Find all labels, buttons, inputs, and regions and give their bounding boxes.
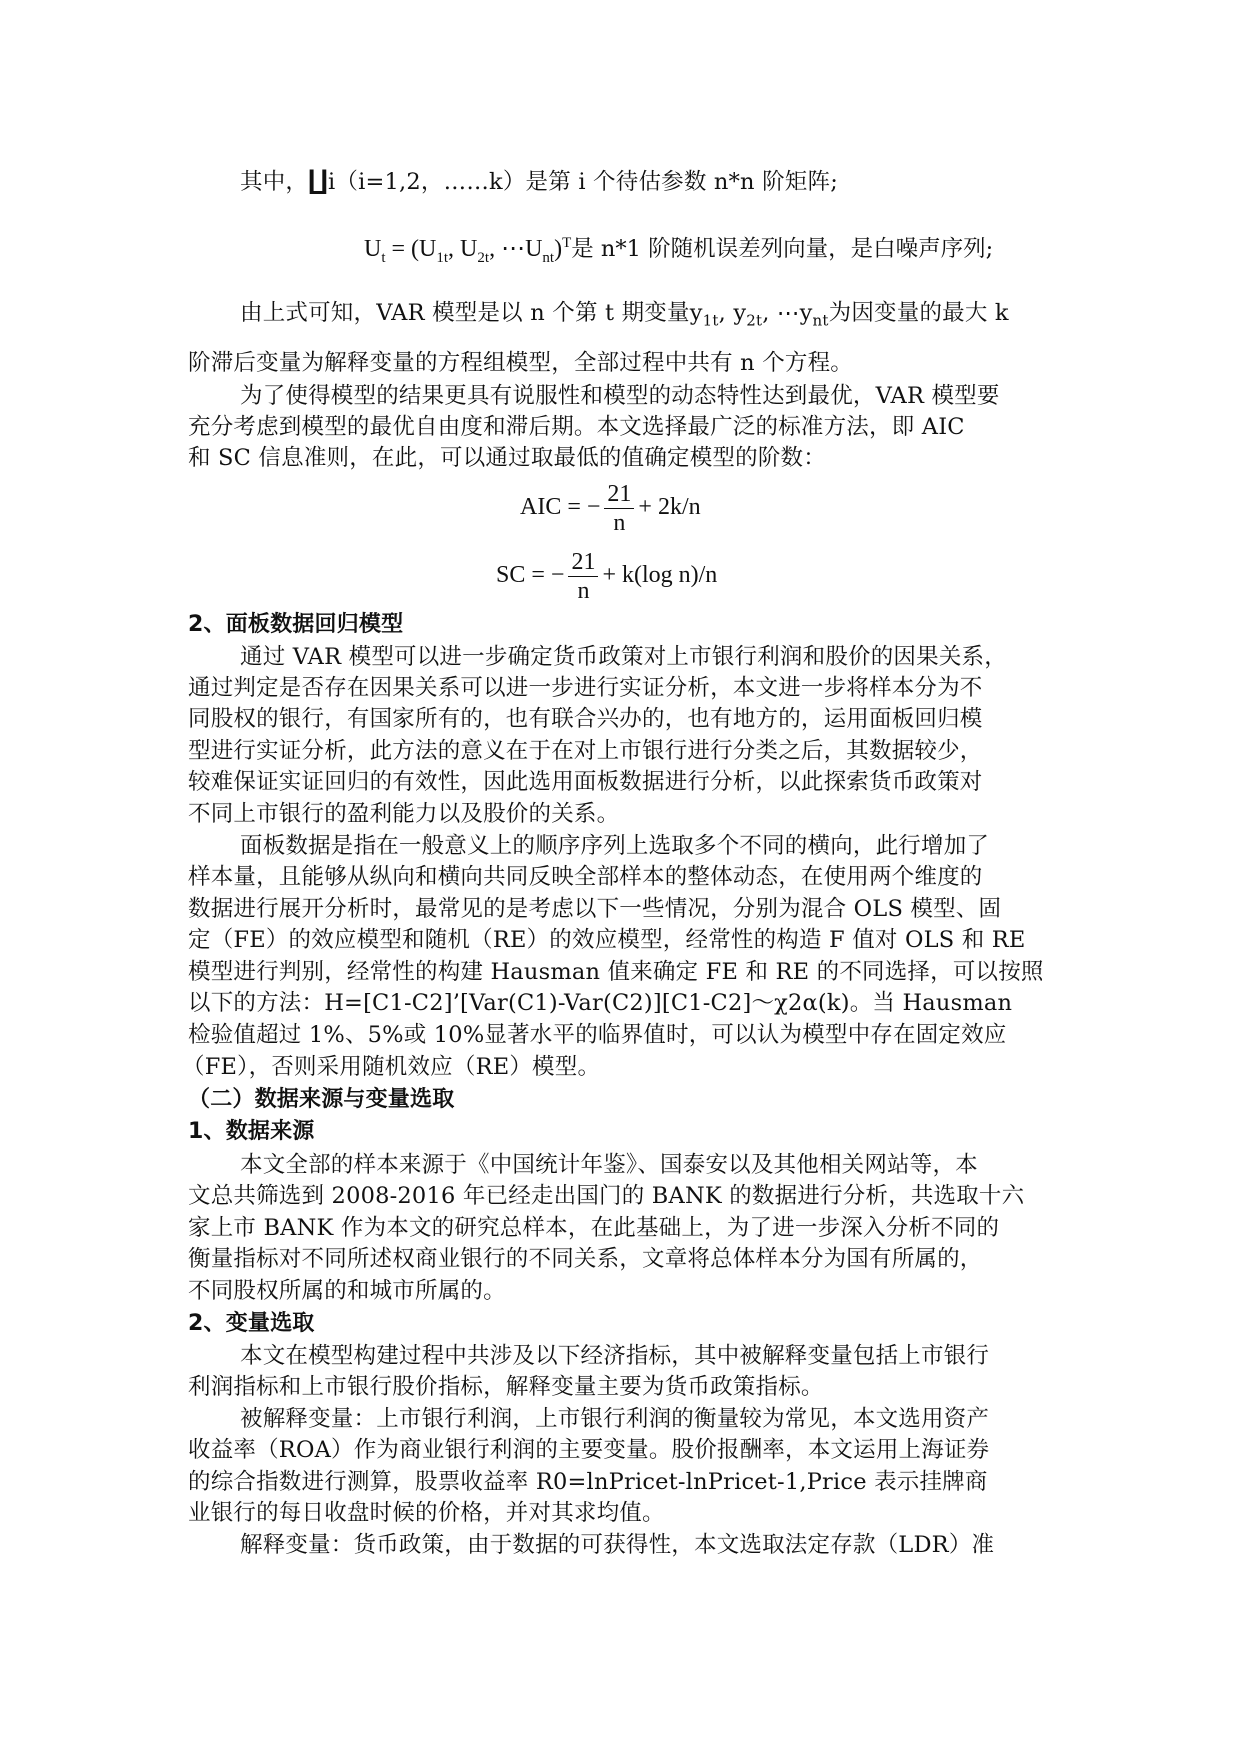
section-heading: 2、面板数据回归模型 bbox=[188, 612, 404, 637]
text-line: 本文在模型构建过程中共涉及以下经济指标，其中被解释变量包括上市银行 bbox=[240, 1343, 990, 1369]
text-line: 数据进行展开分析时，最常见的是考虑以下一些情况，分别为混合 OLS 模型、固 bbox=[188, 896, 1002, 922]
text-line: （FE），否则采用随机效应（RE）模型。 bbox=[182, 1054, 601, 1080]
fraction-denominator: n bbox=[577, 578, 590, 604]
fraction-numerator: 21 bbox=[604, 480, 634, 509]
formula-text: SC = − bbox=[496, 562, 565, 589]
text-line: 不同上市银行的盈利能力以及股价的关系。 bbox=[188, 801, 620, 827]
text-line: 同股权的银行，有国家所有的，也有联合兴办的，也有地方的，运用面板回归模 bbox=[188, 706, 983, 732]
text-line: 以下的方法：H=[C1-C2]’[Var(C1)-Var(C2)][C1-C2]～χ2α(k)。当 Hausman bbox=[188, 990, 1013, 1016]
text-line: 家上市 BANK 作为本文的研究总样本，在此基础上，为了进一步深入分析不同的 bbox=[188, 1215, 1000, 1241]
formula-text: U bbox=[364, 236, 382, 262]
text-line: 较难保证实证回归的有效性，因此选用面板数据进行分析，以此探索货币政策对 bbox=[188, 769, 983, 795]
text-line: 解释变量：货币政策，由于数据的可获得性，本文选取法定存款（LDR）准 bbox=[240, 1532, 995, 1558]
text-line: 被解释变量：上市银行利润，上市银行利润的衡量较为常见，本文选用资产 bbox=[240, 1406, 990, 1432]
text-line: 模型进行判别，经常性的构建 Hausman 值来确定 FE 和 RE 的不同选择，可以按照 bbox=[188, 959, 1044, 985]
text-line: 文总共筛选到 2008-2016 年已经走出国门的 BANK 的数据进行分析，共选取十六 bbox=[188, 1183, 1025, 1209]
text-line: 定（FE）的效应模型和随机（RE）的效应模型，经常性的构造 F 值对 OLS 和 RE bbox=[188, 927, 1026, 953]
text-line: 检验值超过 1%、5%或 10%显著水平的临界值时，可以认为模型中存在固定效应 bbox=[188, 1022, 1007, 1048]
formula-sub: nt bbox=[542, 249, 555, 266]
text-line: 通过 VAR 模型可以进一步确定货币政策对上市银行利润和股价的因果关系， bbox=[240, 644, 1007, 670]
formula-aic bbox=[520, 480, 701, 537]
text-line: 不同股权所属的和城市所属的。 bbox=[188, 1278, 506, 1304]
formula-text: , ⋯U bbox=[489, 236, 543, 262]
text-span: , ⋯y bbox=[762, 300, 813, 326]
formula-text: + k(log n)/n bbox=[602, 562, 718, 589]
formula-sup: T bbox=[562, 235, 572, 251]
formula-residual-vector bbox=[364, 231, 993, 267]
formula-sc bbox=[496, 548, 717, 605]
formula-sub: nt bbox=[812, 311, 829, 330]
text-span: i（i=1,2，……k）是第 i 个待估参数 n*n 阶矩阵; bbox=[328, 169, 838, 195]
fraction-numerator: 21 bbox=[568, 548, 598, 577]
formula-text: ) bbox=[554, 236, 563, 262]
text-line: 通过判定是否存在因果关系可以进一步进行实证分析，本文进一步将样本分为不 bbox=[188, 675, 983, 701]
section-heading: 1、数据来源 bbox=[188, 1119, 315, 1144]
text-line: 收益率（ROA）作为商业银行利润的主要变量。股价报酬率，本文运用上海证券 bbox=[188, 1437, 990, 1463]
text-span: 其中， bbox=[240, 169, 309, 195]
text-line: 样本量，且能够从纵向和横向共同反映全部样本的整体动态，在使用两个维度的 bbox=[188, 864, 983, 890]
fraction-denominator: n bbox=[613, 510, 626, 536]
pi-symbol: ∐ bbox=[308, 166, 328, 195]
formula-text: + 2k/n bbox=[638, 494, 701, 521]
text-span: , y bbox=[718, 300, 747, 326]
formula-text: = (U bbox=[391, 236, 437, 262]
formula-sub: 1t bbox=[702, 311, 719, 330]
text-line: 型进行实证分析，此方法的意义在于在对上市银行进行分类之后，其数据较少， bbox=[188, 738, 983, 764]
text-line bbox=[240, 298, 1009, 336]
formula-text: AIC = − bbox=[520, 494, 601, 521]
text-line: 业银行的每日收盘时候的价格，并对其求均值。 bbox=[188, 1500, 665, 1526]
text-line bbox=[240, 166, 838, 197]
formula-text: 是 n*1 阶随机误差列向量，是白噪声序列; bbox=[571, 236, 994, 262]
formula-sub: 2t bbox=[477, 249, 490, 266]
text-span: 为因变量的最大 k bbox=[828, 300, 1009, 326]
text-line: 为了使得模型的结果更具有说服性和模型的动态特性达到最优，VAR 模型要 bbox=[240, 383, 1000, 409]
formula-text: , U bbox=[448, 236, 478, 262]
text-line: 的综合指数进行测算，股票收益率 R0=lnPricet-lnPricet-1,Price 表示挂牌商 bbox=[188, 1469, 988, 1495]
text-line: 衡量指标对不同所述权商业银行的不同关系，文章将总体样本分为国有所属的， bbox=[188, 1246, 983, 1272]
section-heading: （二）数据来源与变量选取 bbox=[188, 1087, 455, 1112]
section-heading: 2、变量选取 bbox=[188, 1311, 315, 1336]
text-line: 利润指标和上市银行股价指标，解释变量主要为货币政策指标。 bbox=[188, 1374, 824, 1400]
formula-sub: t bbox=[381, 249, 386, 266]
text-span: 由上式可知，VAR 模型是以 n 个第 t 期变量y bbox=[240, 300, 703, 326]
fraction bbox=[568, 548, 598, 605]
text-line: 充分考虑到模型的最优自由度和滞后期。本文选择最广泛的标准方法，即 AIC bbox=[188, 414, 965, 440]
fraction bbox=[604, 480, 634, 537]
text-line: 面板数据是指在一般意义上的顺序序列上选取多个不同的横向，此行增加了 bbox=[240, 833, 990, 859]
text-line: 阶滞后变量为解释变量的方程组模型，全部过程中共有 n 个方程。 bbox=[188, 350, 853, 376]
formula-sub: 1t bbox=[436, 249, 449, 266]
text-line: 本文全部的样本来源于《中国统计年鉴》、国泰安以及其他相关网站等，本 bbox=[240, 1152, 978, 1178]
text-line: 和 SC 信息准则，在此，可以通过取最低的值确定模型的阶数： bbox=[188, 445, 826, 471]
formula-sub: 2t bbox=[746, 311, 763, 330]
